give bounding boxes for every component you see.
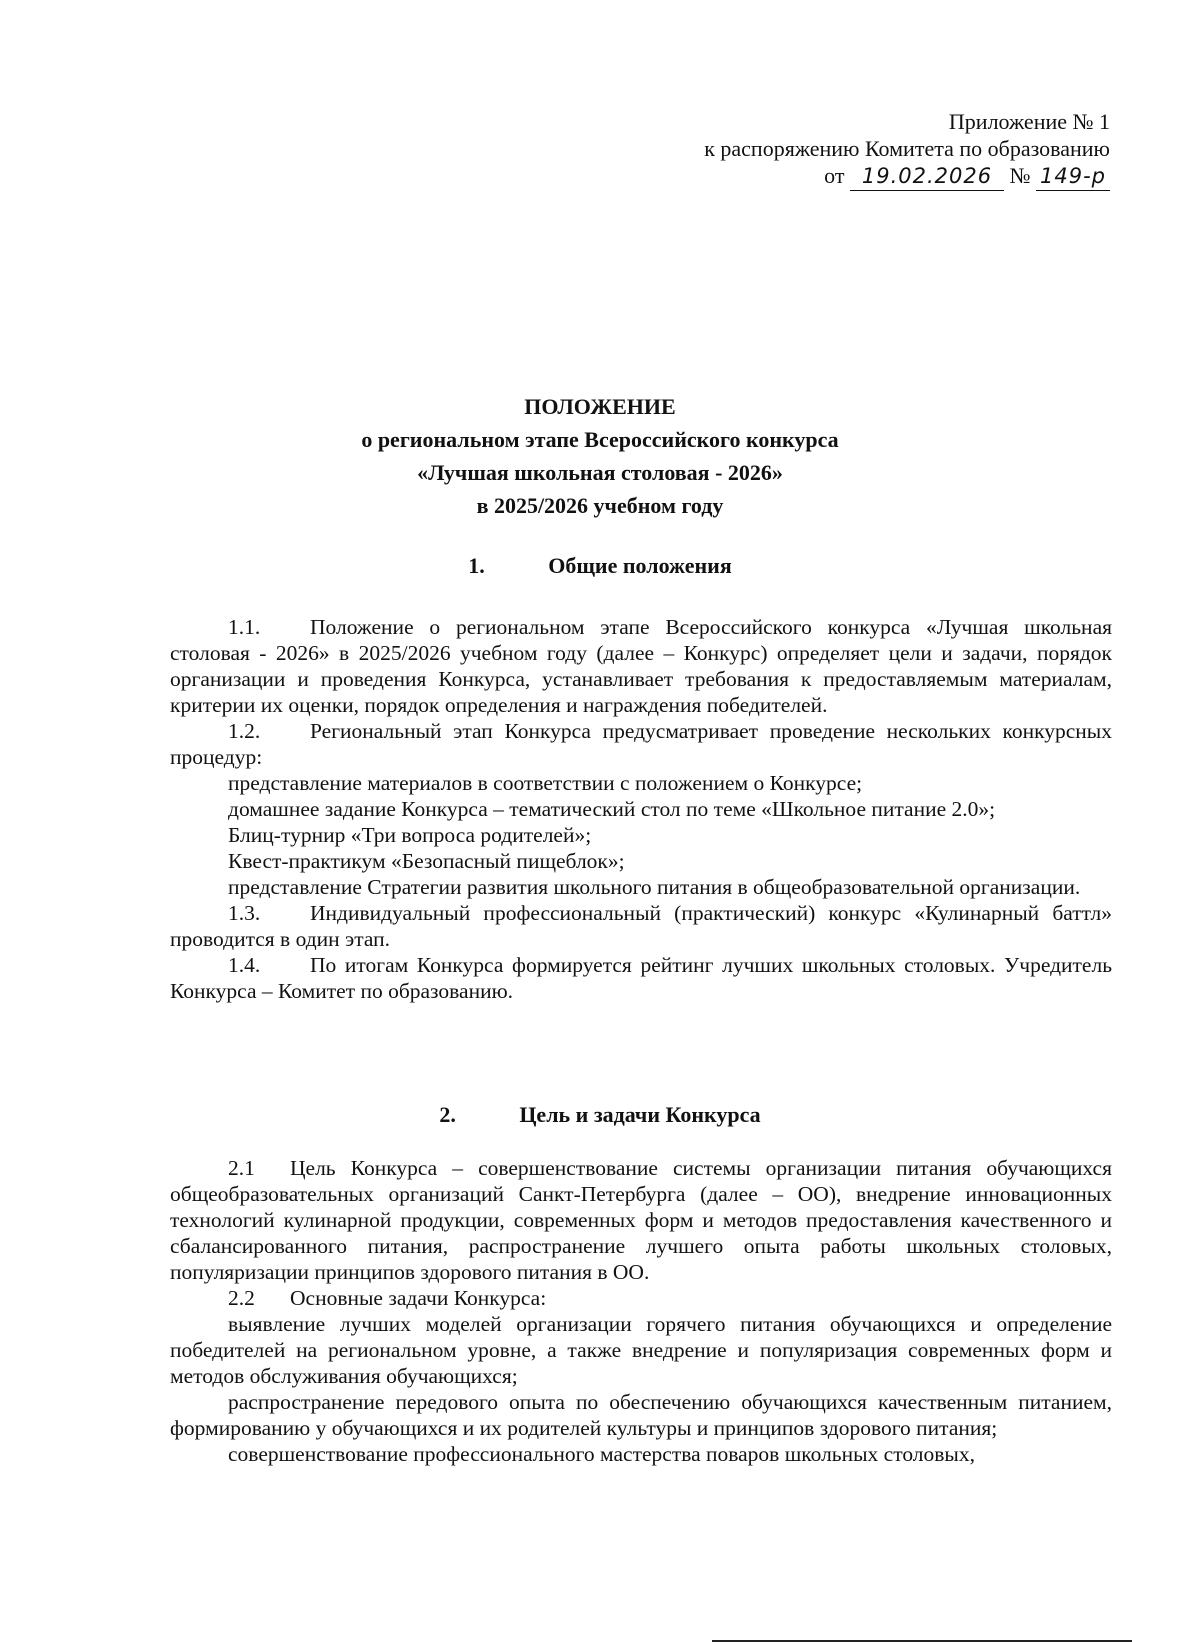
handwritten-date: 19.02.2026 [850,163,1004,191]
number-label: № [1009,163,1031,188]
paragraph-text: Индивидуальный профессиональный (практический) конкурс «Кулинарный баттл» проводится в один этап. [170,901,1112,951]
section-1-heading [0,552,1200,580]
section-2-number: 2. [439,1102,456,1127]
list-item: представление Стратегии развития школьного питания в общеобразовательной организации. [228,875,1081,899]
title-line-3: «Лучшая школьная столовая - 2026» [417,460,783,485]
appendix-title: Приложение № 1 [948,109,1110,134]
section-2-body [170,1155,1112,1467]
paragraph-2-2 [170,1285,1112,1311]
paragraph-number: 1.4. [228,953,261,977]
list-item: Квест-практикум «Безопасный пищеблок»; [228,849,625,873]
paragraph-number: 2.2 [228,1286,255,1310]
paragraph-2-1 [170,1155,1112,1285]
paragraph-text: Цель Конкурса – совершенствование системы организации питания обучающихся общеобразовательных организаций Санкт-Петербурга (далее – ОО), внедрение инновационных технологий кулинарной продукции, современных форм и методов предоставления качественного и сбалансированного питания, распространение лучшего опыта работы школьных столовых, популяризации принципов здорового питания в ОО. [170,1156,1112,1284]
section-1-number: 1. [468,553,485,578]
list-item: домашнее задание Конкурса – тематический стол по теме «Школьное питание 2.0»; [228,797,996,821]
title-line-2: о региональном этапе Всероссийского конкурса [361,427,839,452]
section-1-body [170,614,1112,1004]
list-item: совершенствование профессионального мастерства поваров школьных столовых, [228,1442,975,1466]
title-line-1: ПОЛОЖЕНИЕ [524,394,676,419]
date-prefix: от [824,163,845,188]
list-item: Блиц-турнир «Три вопроса родителей»; [228,823,592,847]
appendix-order-reference: к распоряжению Комитета по образованию [704,136,1110,161]
document-title [0,390,1200,522]
paragraph-number: 1.2. [228,719,261,743]
paragraph-1-1 [170,614,1112,718]
paragraph-1-3 [170,900,1112,952]
section-2-heading [0,1101,1200,1129]
paragraph-number: 1.3. [228,901,261,925]
paragraph-number: 2.1 [228,1156,255,1180]
section-1-title: Общие положения [548,553,732,578]
appendix-date-number [704,162,1110,191]
paragraph-text: Положение о региональном этапе Всероссийского конкурса «Лучшая школьная столовая - 2026» в 2025/2026 учебном году (далее – Конкурс) определяет цели и задачи, порядок организации и проведения Конкурса, устанавливает требования к предоставляемым материалам, критерии их оценки, порядок определения и награждения победителей. [170,615,1112,717]
paragraph-1-4 [170,952,1112,1004]
list-item: распространение передового опыта по обеспечению обучающихся качественным питанием, формированию у обучающихся и их родителей культуры и принципов здорового питания; [170,1390,1112,1440]
list-item: представление материалов в соответствии с положением о Конкурсе; [228,771,863,795]
paragraph-1-2 [170,718,1112,770]
paragraph-text: Основные задачи Конкурса: [290,1286,547,1310]
handwritten-number: 149-р [1036,163,1110,191]
section-2-title: Цель и задачи Конкурса [519,1102,761,1127]
appendix-header [704,108,1110,191]
title-line-4: в 2025/2026 учебном году [476,493,724,518]
list-item: выявление лучших моделей организации горячего питания обучающихся и определение победителей на региональном уровне, а также внедрение и популяризация современных форм и методов обслуживания обучающихся; [170,1312,1112,1388]
paragraph-text: По итогам Конкурса формируется рейтинг лучших школьных столовых. Учредитель Конкурса – Комитет по образованию. [170,953,1112,1003]
paragraph-text: Региональный этап Конкурса предусматривает проведение нескольких конкурсных процедур: [170,719,1112,769]
paragraph-number: 1.1. [228,615,261,639]
